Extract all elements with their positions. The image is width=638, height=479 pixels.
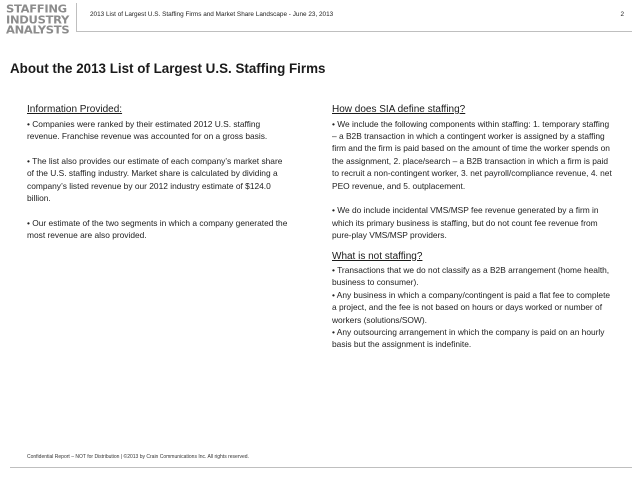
not-staffing-heading: What is not staffing?	[332, 250, 423, 262]
page-number: 2	[620, 11, 624, 18]
footer-rule	[10, 467, 632, 468]
logo-line-1: STAFFING	[6, 2, 67, 16]
header-divider-vertical	[76, 3, 77, 31]
staffing-definition-section	[332, 104, 612, 351]
page-title: About the 2013 List of Largest U.S. Staffing Firms	[10, 61, 326, 76]
logo-line-3: ANALYSTS	[6, 23, 70, 37]
header-title: 2013 List of Largest U.S. Staffing Firms and Market Share Landscape - June 23, 2013	[90, 11, 334, 18]
info-paragraph-2: • The list also provides our estimate of each company’s market share of the U.S. staffing industry. Market share is calculated by dividing a company’s listed revenue by our 2012 industry estimate of $124.0 billion.	[27, 155, 283, 203]
not-staffing-item-1: • Transactions that we do not classify as a B2B arrangement (home health, business to consumer).	[332, 265, 610, 288]
not-staffing-item-3: • Any outsourcing arrangement in which the company is paid on an hourly basis but the assignment is indefinite.	[332, 327, 605, 350]
define-paragraph-2: • We do include incidental VMS/MSP fee revenue generated by a firm in which its primary business is staffing, but do not count fee revenue from pure-play VMS/MSP providers.	[332, 205, 599, 241]
logo-line-2: INDUSTRY	[6, 13, 70, 26]
header-rule	[76, 31, 632, 32]
info-paragraph-1: • Companies were ranked by their estimated 2012 U.S. staffing revenue. Franchise revenue was accounted for on a gross basis.	[27, 118, 268, 141]
sia-logo	[6, 4, 70, 36]
define-staffing-heading: How does SIA define staffing?	[332, 104, 466, 115]
footer-text: Confidential Report – NOT for Distribution | ©2013 by Crain Communications Inc. All rights reserved.	[27, 454, 249, 460]
not-staffing-item-2: • Any business in which a company/contingent is paid a flat fee to complete a project, and the fee is not based on hours or days worked or number of workers (solutions/SOW).	[332, 289, 611, 325]
info-paragraph-3: • Our estimate of the two segments in which a company generated the most revenue are also provided.	[27, 217, 288, 241]
information-provided-heading: Information Provided:	[27, 104, 123, 115]
define-paragraph-1: • We include the following components within staffing: 1. temporary staffing – a B2B transaction in which a contingent worker is assigned by a staffing firm and the firm is paid based on the amount of time the worker spends on the assignment, 2. place/search – a B2B transaction in which a firm is paid to recruit a non-contingent worker, 3. net payroll/compliance revenue, 4. net PEO revenue, and 5. outplacement.	[332, 118, 612, 191]
information-provided-section	[27, 104, 289, 242]
